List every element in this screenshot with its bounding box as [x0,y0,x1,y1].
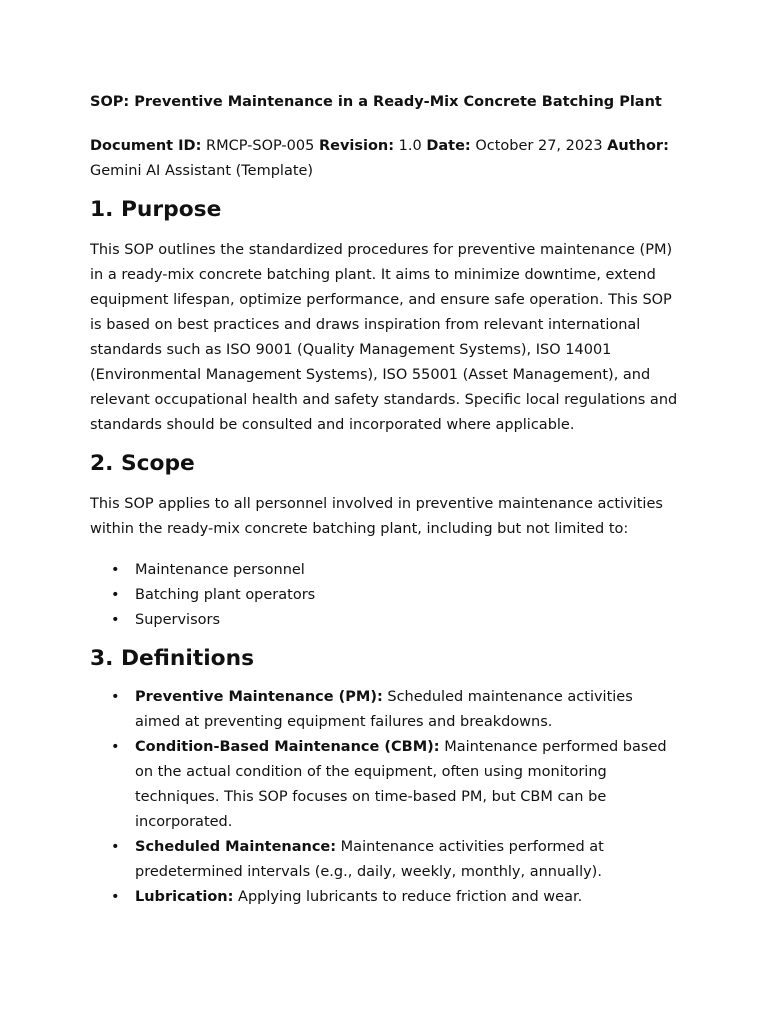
definitions-list [90,685,678,910]
definition-term: Lubrication: [135,889,234,905]
list-item: • Batching plant operators [135,583,678,608]
doc-id-value: RMCP-SOP-005 [206,138,315,154]
document-title: SOP: Preventive Maintenance in a Ready-Mix Concrete Batching Plant [90,94,662,110]
list-item: • Supervisors [135,608,678,633]
definitions-heading: 3. Definitions [90,646,255,671]
purpose-heading: 1. Purpose [90,197,222,222]
definition-item [135,685,678,735]
definition-text: Applying lubricants to reduce friction and wear. [238,889,583,905]
author-value: Gemini AI Assistant (Template) [90,163,314,179]
revision-value: 1.0 [398,138,422,154]
revision-label: Revision: [318,138,395,154]
definition-text: Scheduled maintenance activities aimed at preventing equipment failures and breakdowns. [135,689,633,730]
date-value: October 27, 2023 [475,138,603,154]
definition-term: Condition-Based Maintenance (CBM): [135,739,440,755]
date-label: Date: [426,138,471,154]
scope-heading: 2. Scope [90,451,195,476]
doc-id-label: Document ID: [90,138,202,154]
definition-item [135,835,678,885]
purpose-text: This SOP outlines the standardized procedures for preventive maintenance (PM) in a ready-mix concrete batching plant. It aims to minimize downtime, extend equipment lifespan, optimize performance, and ensure safe operation. This SOP is based on best practices and draws inspiration from relevant international standards such as ISO 9001 (Quality Management Systems), ISO 14001 (Environmental Management Systems), ISO 55001 (Asset Management), and relevant occupational health and safety standards. Specific local regulations and standards should be consulted and incorporated where applicable. [90,242,678,433]
author-label: Author: [607,138,669,154]
definition-term: Preventive Maintenance (PM): [135,689,383,705]
scope-list [90,558,678,633]
definition-text: Maintenance activities performed at predetermined intervals (e.g., daily, weekly, monthly, annually). [135,839,604,880]
definition-text: Maintenance performed based on the actual condition of the equipment, often using monitoring techniques. This SOP focuses on time-based PM, but CBM can be incorporated. [135,739,667,830]
definition-term: Scheduled Maintenance: [135,839,337,855]
definition-item [135,735,678,835]
list-item: • Maintenance personnel [135,558,678,583]
document-meta [90,134,678,184]
scope-text: This SOP applies to all personnel involved in preventive maintenance activities within the ready-mix concrete batching plant, including but not limited to: [90,496,663,537]
definition-item [135,885,678,910]
